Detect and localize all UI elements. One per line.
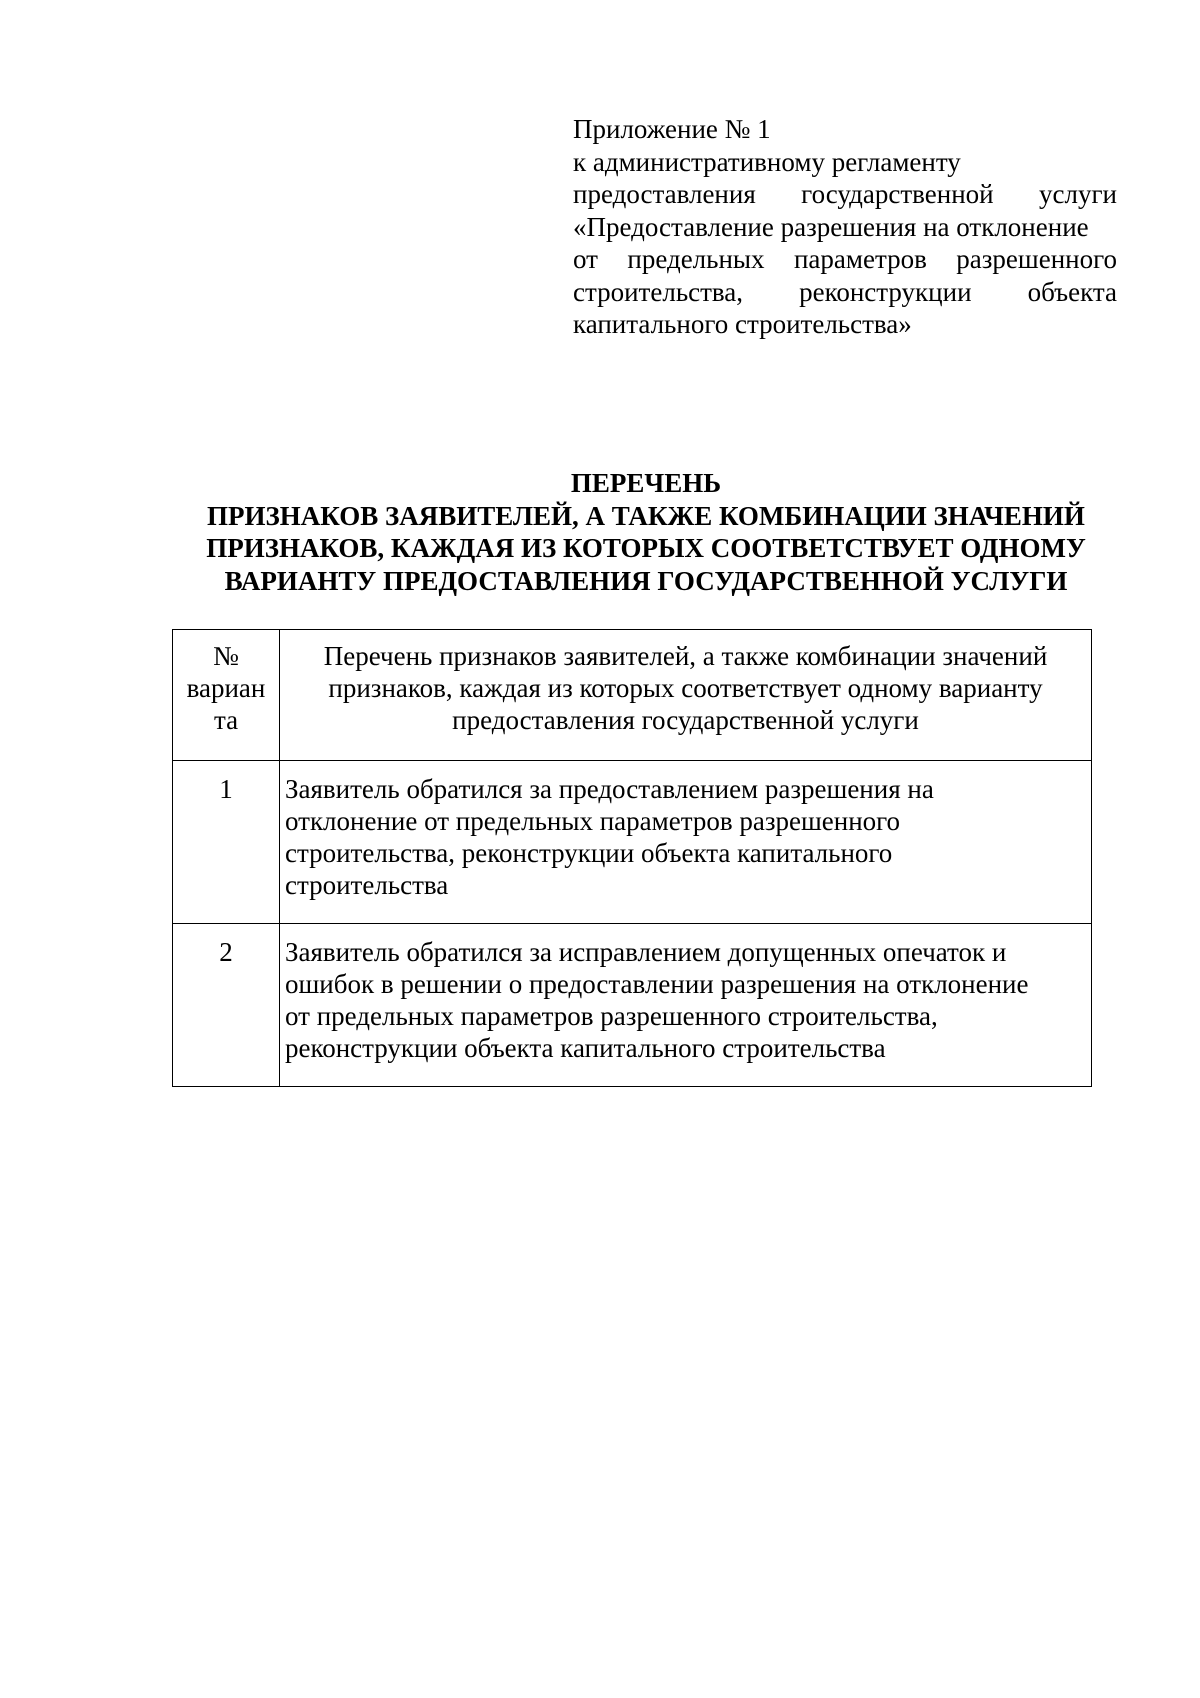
row-description-line: реконструкции объекта капитального строительства	[285, 1033, 886, 1063]
header-number-line: вариан	[186, 673, 266, 703]
appendix-line: предоставления государственной услуги	[573, 179, 1117, 209]
table-row	[173, 924, 1092, 1087]
header-description-cell	[280, 630, 1092, 761]
row-description-line: Заявитель обратился за предоставлением разрешения на	[285, 774, 934, 804]
appendix-line: строительства, реконструкции объекта	[573, 276, 1117, 307]
row-description-line: строительства	[285, 870, 449, 900]
appendix-line: капитального строительства»	[573, 309, 912, 339]
table-header-row	[173, 630, 1092, 761]
header-description-line: признаков, каждая из которых соответствует одному варианту	[328, 673, 1043, 703]
row-description-line: ошибок в решении о предоставлении разрешения на отклонение	[285, 969, 1029, 999]
header-number-line: №	[213, 641, 239, 671]
title-line: ПРИЗНАКОВ, КАЖДАЯ ИЗ КОТОРЫХ СООТВЕТСТВУЕТ ОДНОМУ	[206, 533, 1086, 563]
appendix-line: Приложение № 1	[573, 114, 771, 144]
appendix-header	[573, 113, 1117, 341]
row-description-line: отклонение от предельных параметров разрешенного	[285, 806, 901, 836]
header-number-line: та	[213, 705, 239, 735]
title-line: ПЕРЕЧЕНЬ	[570, 468, 722, 498]
header-description-line: предоставления государственной услуги	[452, 705, 919, 735]
title-line: ВАРИАНТУ ПРЕДОСТАВЛЕНИЯ ГОСУДАРСТВЕННОЙ УСЛУГИ	[224, 565, 1068, 596]
table-row	[173, 761, 1092, 924]
variants-table	[172, 629, 1092, 1087]
row-number-cell: 1	[173, 761, 280, 924]
header-number-cell	[173, 630, 280, 761]
row-description-line: от предельных параметров разрешенного строительства,	[285, 1001, 938, 1031]
row-description-cell	[280, 761, 1092, 924]
document-title	[160, 467, 1132, 597]
header-description-line: Перечень признаков заявителей, а также комбинации значений	[323, 641, 1048, 671]
row-description-line: строительства, реконструкции объекта капитального	[285, 838, 893, 868]
row-description-cell	[280, 924, 1092, 1087]
title-line: ПРИЗНАКОВ ЗАЯВИТЕЛЕЙ, А ТАКЖЕ КОМБИНАЦИИ ЗНАЧЕНИЙ	[207, 500, 1085, 531]
row-description-line: Заявитель обратился за исправлением допущенных опечаток и	[285, 937, 1007, 967]
row-number-cell: 2	[173, 924, 280, 1087]
appendix-line: от предельных параметров разрешенного	[573, 244, 1117, 274]
appendix-line: «Предоставление разрешения на отклонение	[573, 211, 1089, 242]
appendix-line: к административному регламенту	[573, 146, 961, 177]
